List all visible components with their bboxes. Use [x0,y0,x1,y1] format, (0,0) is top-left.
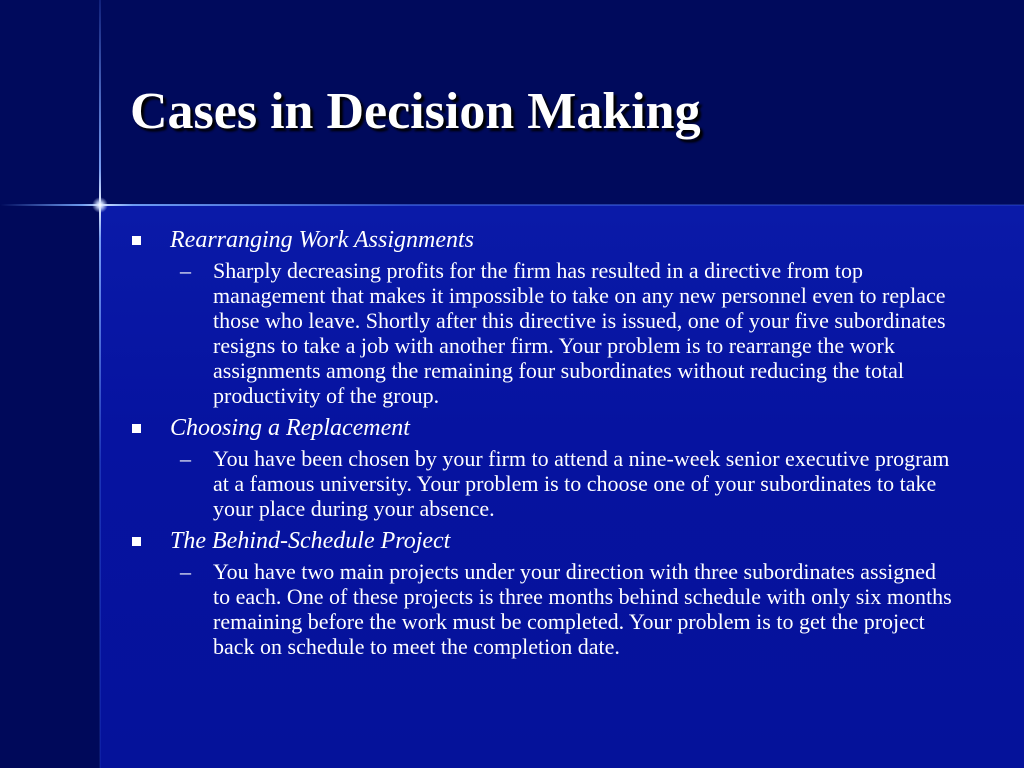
square-bullet-icon [132,236,141,245]
list-item [130,414,960,521]
left-band [0,205,100,768]
case-detail-text: Sharply decreasing profits for the firm has resulted in a directive from top management that makes it impossible to take on any new personnel even to replace those who leave. Shortly after this directive is issued, one of your five subordinates resigns to take a job with another firm. Your problem is to rearrange the work assignments among the remaining four subordinates without reducing the total productivity of the group. [213,258,946,408]
case-heading: The Behind-Schedule Project [170,528,451,554]
case-detail [170,559,960,659]
dash-icon: – [180,559,191,584]
square-bullet-icon [132,537,141,546]
sparkle-icon [92,197,108,213]
case-detail-text: You have two main projects under your direction with three subordinates assigned to each. One of these projects is three months behind schedule with only six months remaining before the work must be completed. Your problem is to get the project back on schedule to meet the completion date. [213,559,952,659]
vertical-accent-line [99,0,101,768]
dash-icon: – [180,446,191,471]
list-item [130,527,960,659]
dash-icon: – [180,258,191,283]
case-detail [170,258,960,408]
case-heading: Rearranging Work Assignments [170,227,475,253]
case-detail [170,446,960,521]
slide-body [130,226,960,665]
case-heading: Choosing a Replacement [170,415,410,441]
horizontal-accent-line [0,204,1024,206]
list-item [130,226,960,408]
slide-title: Cases in Decision Making [130,83,701,140]
square-bullet-icon [132,424,141,433]
case-detail-text: You have been chosen by your firm to attend a nine-week senior executive program at a famous university. Your problem is to choose one of your subordinates to take your place during your absence. [213,446,950,521]
